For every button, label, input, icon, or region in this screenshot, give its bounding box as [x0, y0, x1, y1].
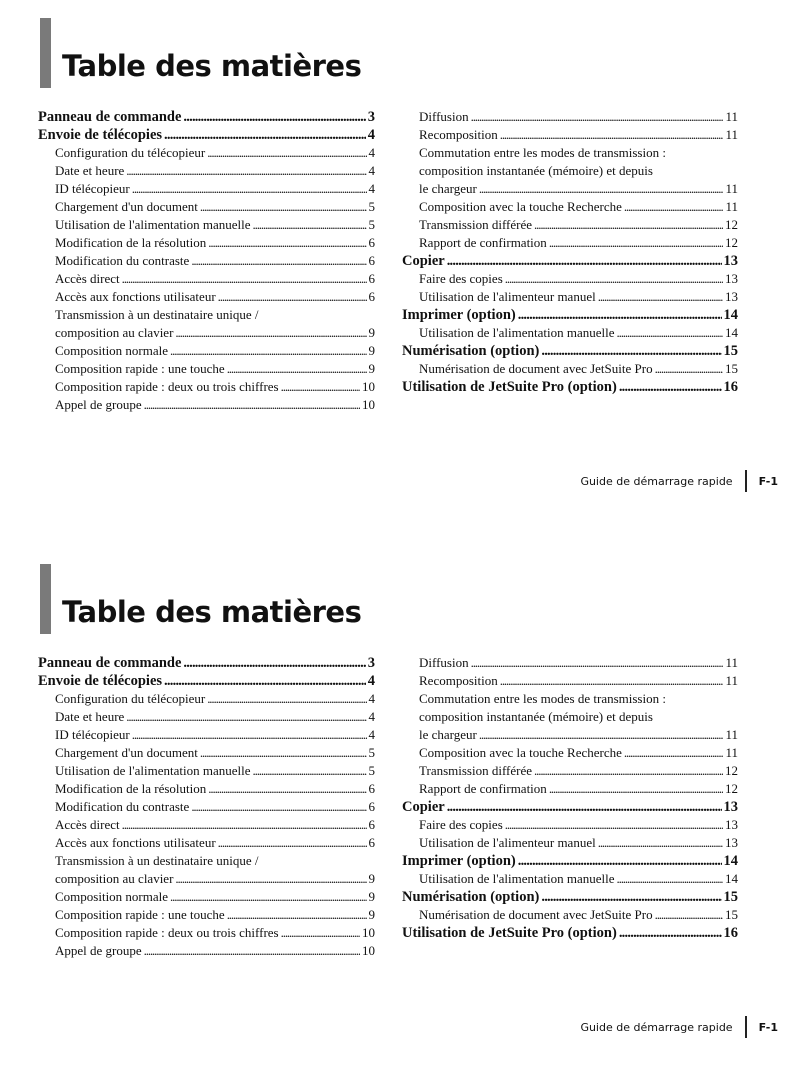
toc-page-number: 14: [725, 325, 738, 340]
toc-page-number: 11: [725, 745, 738, 760]
toc-entry-acces-fonctions[interactable]: [38, 834, 375, 852]
toc-entry-imprimer[interactable]: [402, 852, 738, 870]
toc-entry-label: Configuration du télécopieur: [55, 145, 206, 160]
toc-entry-label: Accès direct: [55, 271, 120, 286]
toc-entry-transmission-line1: Transmission à un destinataire unique /: [55, 307, 259, 322]
toc-page-number: 6: [368, 835, 375, 850]
toc-page-number: 9: [368, 361, 375, 376]
dot-leader: [471, 108, 724, 126]
title-accent-bar: [40, 18, 51, 88]
dot-leader: [227, 360, 367, 378]
toc-entry-label: Accès aux fonctions utilisateur: [55, 289, 216, 304]
toc-entry-label: Transmission différée: [419, 763, 533, 778]
toc-entry-resolution[interactable]: [38, 780, 375, 798]
toc-entry-config[interactable]: [38, 690, 375, 708]
toc-entry-alim[interactable]: [38, 216, 375, 234]
toc-entry-label: Composition rapide : une touche: [55, 361, 225, 376]
toc-entry-id[interactable]: [38, 726, 375, 744]
dot-leader: [534, 216, 723, 234]
toc-entry-compo-rapide-chiffres[interactable]: [38, 924, 375, 942]
dot-leader: [518, 852, 722, 870]
toc-entry-copier[interactable]: [402, 252, 738, 270]
toc-entry-label: Recomposition: [419, 127, 498, 142]
toc-page-number: 4: [368, 163, 375, 178]
toc-entry-label: Faire des copies: [419, 817, 503, 832]
dot-leader: [500, 672, 724, 690]
dot-leader: [207, 144, 366, 162]
toc-entry-rapport[interactable]: [402, 234, 738, 252]
toc-entry-numerisation[interactable]: [402, 888, 738, 906]
dot-leader: [447, 252, 722, 270]
toc-entry-label: Modification de la résolution: [55, 235, 207, 250]
toc-entry-transmission-line1: Transmission à un destinataire unique /: [55, 853, 259, 868]
toc-entry-compo-rapide-touche[interactable]: [38, 906, 375, 924]
dot-leader: [479, 726, 724, 744]
toc-entry-panneau[interactable]: [38, 654, 375, 672]
toc-entry-label: composition au clavier: [55, 871, 174, 886]
toc-entry-label: Faire des copies: [419, 271, 503, 286]
dot-leader: [164, 672, 366, 690]
toc-right-column: [402, 108, 738, 396]
toc-page-number: 6: [368, 271, 375, 286]
toc-entry-label: Chargement d'un document: [55, 199, 198, 214]
toc-entry-label: Accès direct: [55, 817, 120, 832]
dot-leader: [655, 906, 723, 924]
toc-entry-label: Utilisation de l'alimentation manuelle: [419, 325, 615, 340]
toc-entry-label: Composition avec la touche Recherche: [419, 199, 622, 214]
toc-entry-compo-recherche[interactable]: [402, 744, 738, 762]
toc-page-number: 4: [367, 673, 375, 689]
dot-leader: [175, 324, 366, 342]
dot-leader: [549, 234, 723, 252]
toc-entry-jetsuite[interactable]: [402, 924, 738, 942]
toc-entry-transmission[interactable]: [38, 870, 375, 888]
dot-leader: [170, 342, 366, 360]
toc-page-number: 11: [725, 127, 738, 142]
dot-leader: [170, 888, 366, 906]
toc-entry-commutation-line2: composition instantanée (mémoire) et depuis: [419, 163, 653, 178]
toc-page-number: 6: [368, 817, 375, 832]
dot-leader: [598, 288, 723, 306]
toc-entry-compo-rapide-touche[interactable]: [38, 360, 375, 378]
toc-entry-commutation-line1: Commutation entre les modes de transmission :: [419, 145, 666, 160]
dot-leader: [518, 306, 722, 324]
toc-entry-label: le chargeur: [419, 727, 477, 742]
dot-leader: [619, 378, 722, 396]
toc-page-number: 12: [725, 235, 738, 250]
toc-page-number: 4: [367, 127, 375, 143]
toc-page-number: 4: [368, 727, 375, 742]
toc-page-number: 16: [723, 925, 738, 941]
dot-leader: [655, 360, 723, 378]
toc-entry-label: Rapport de confirmation: [419, 781, 547, 796]
toc-entry-label: Composition rapide : une touche: [55, 907, 225, 922]
toc-entry-label: Composition rapide : deux ou trois chiffres: [55, 925, 279, 940]
toc-entry-label: Date et heure: [55, 163, 125, 178]
toc-entry-numerisation-doc[interactable]: [402, 360, 738, 378]
toc-entry-id[interactable]: [38, 180, 375, 198]
toc-page-number: 11: [725, 199, 738, 214]
toc-entry-appel-groupe[interactable]: [38, 396, 375, 414]
toc-entry-label: Appel de groupe: [55, 943, 142, 958]
toc-entry-label: Composition avec la touche Recherche: [419, 745, 622, 760]
toc-entry-label: Composition normale: [55, 343, 169, 358]
toc-page-number: 9: [368, 871, 375, 886]
toc-page-number: 9: [368, 343, 375, 358]
dot-leader: [479, 180, 724, 198]
toc-entry-imprimer[interactable]: [402, 306, 738, 324]
toc-page-number: 9: [368, 889, 375, 904]
footer-guide-title: Guide de démarrage rapide: [580, 1020, 733, 1034]
toc-entry-label: Composition rapide : deux ou trois chiffres: [55, 379, 279, 394]
toc-page-number: 15: [723, 343, 738, 359]
dot-leader: [598, 834, 723, 852]
toc-entry-transmission-differee[interactable]: [402, 762, 738, 780]
toc-page-number: 10: [362, 925, 375, 940]
toc-entry-label: ID télécopieur: [55, 181, 130, 196]
dot-leader: [253, 762, 367, 780]
toc-entry-date[interactable]: [38, 708, 375, 726]
toc-entry-label: Numérisation de document avec JetSuite Pro: [419, 361, 653, 376]
toc-entry-label: Diffusion: [419, 655, 469, 670]
dot-leader: [253, 216, 367, 234]
dot-leader: [122, 270, 367, 288]
title-accent-bar: [40, 564, 51, 634]
dot-leader: [200, 198, 367, 216]
dot-leader: [624, 744, 724, 762]
toc-page-number: 4: [368, 181, 375, 196]
dot-leader: [208, 780, 366, 798]
toc-entry-panneau[interactable]: [38, 108, 375, 126]
toc-entry-rapport[interactable]: [402, 780, 738, 798]
dot-leader: [281, 924, 360, 942]
toc-entry-label: Envoie de télécopies: [38, 127, 163, 143]
toc-entry-compo-normale[interactable]: [38, 888, 375, 906]
dot-leader: [126, 708, 366, 726]
toc-page-number: 13: [723, 799, 738, 815]
toc-entry-label: Numérisation de document avec JetSuite Pro: [419, 907, 653, 922]
toc-entry-diffusion[interactable]: [402, 108, 738, 126]
dot-leader: [183, 654, 365, 672]
toc-page-number: 13: [723, 253, 738, 269]
toc-page-number: 10: [362, 943, 375, 958]
toc-entry-alimenteur[interactable]: [402, 288, 738, 306]
toc-entry-label: Utilisation de l'alimentation manuelle: [419, 871, 615, 886]
dot-leader: [126, 162, 366, 180]
toc-entry-alimenteur[interactable]: [402, 834, 738, 852]
toc-entry-label: Configuration du télécopieur: [55, 691, 206, 706]
toc-entry-label: Composition normale: [55, 889, 169, 904]
toc-page: [0, 546, 808, 1074]
toc-entry-diffusion[interactable]: [402, 654, 738, 672]
toc-entry-label: Imprimer (option): [402, 853, 516, 869]
toc-page-number: 13: [725, 289, 738, 304]
toc-entry-label: Modification de la résolution: [55, 781, 207, 796]
toc-entry-label: Chargement d'un document: [55, 745, 198, 760]
toc-entry-jetsuite[interactable]: [402, 378, 738, 396]
toc-entry-label: Utilisation de JetSuite Pro (option): [402, 925, 617, 941]
dot-leader: [500, 126, 724, 144]
page-footer: [580, 1017, 778, 1037]
toc-entry-alim-manuelle[interactable]: [402, 324, 738, 342]
toc-entry-label: Panneau de commande: [38, 655, 182, 671]
toc-entry-label: Numérisation (option): [402, 889, 540, 905]
toc-entry-label: le chargeur: [419, 181, 477, 196]
toc-entry-compo-recherche[interactable]: [402, 198, 738, 216]
dot-leader: [191, 798, 366, 816]
toc-page-number: 14: [723, 853, 738, 869]
toc-entry-commutation[interactable]: [402, 180, 738, 198]
toc-entry-label: Accès aux fonctions utilisateur: [55, 835, 216, 850]
dot-leader: [505, 816, 723, 834]
toc-left-column: [38, 654, 375, 960]
toc-page-number: 4: [368, 145, 375, 160]
footer-separator: [745, 470, 747, 492]
dot-leader: [541, 888, 721, 906]
toc-entry-compo-normale[interactable]: [38, 342, 375, 360]
toc-entry-alim[interactable]: [38, 762, 375, 780]
toc-entry-envoi[interactable]: [38, 126, 375, 144]
toc-entry-transmission-differee[interactable]: [402, 216, 738, 234]
toc-entry-label: Rapport de confirmation: [419, 235, 547, 250]
dot-leader: [624, 198, 724, 216]
toc-page-number: 15: [723, 889, 738, 905]
toc-entry-label: Diffusion: [419, 109, 469, 124]
dot-leader: [144, 396, 360, 414]
toc-page-number: 14: [725, 871, 738, 886]
dot-leader: [471, 654, 724, 672]
toc-page-number: 13: [725, 817, 738, 832]
toc-entry-label: Copier: [402, 253, 445, 269]
toc-entry-envoi[interactable]: [38, 672, 375, 690]
toc-entry-label: Recomposition: [419, 673, 498, 688]
toc-page-number: 10: [362, 397, 375, 412]
toc-entry-label: Imprimer (option): [402, 307, 516, 323]
toc-entry-copier[interactable]: [402, 798, 738, 816]
footer-page-number: F-1: [758, 1020, 778, 1034]
toc-page-number: 5: [368, 217, 375, 232]
toc-entry-acces-direct[interactable]: [38, 270, 375, 288]
toc-entry-acces-fonctions[interactable]: [38, 288, 375, 306]
toc-entry-chargement[interactable]: [38, 744, 375, 762]
dot-leader: [183, 108, 365, 126]
toc-page-number: 4: [368, 709, 375, 724]
toc-entry-faire-copies[interactable]: [402, 270, 738, 288]
dot-leader: [132, 180, 367, 198]
toc-right-column: [402, 654, 738, 942]
toc-page-number: 4: [368, 691, 375, 706]
dot-leader: [132, 726, 367, 744]
toc-entry-label: Utilisation de l'alimenteur manuel: [419, 289, 596, 304]
toc-page-number: 9: [368, 325, 375, 340]
toc-page-number: 15: [725, 361, 738, 376]
dot-leader: [541, 342, 721, 360]
toc-page-number: 6: [368, 253, 375, 268]
toc-page: [0, 0, 808, 528]
toc-page-number: 6: [368, 799, 375, 814]
toc-page-number: 11: [725, 655, 738, 670]
toc-entry-label: Utilisation de l'alimentation manuelle: [55, 217, 251, 232]
dot-leader: [549, 780, 723, 798]
dot-leader: [144, 942, 360, 960]
page-footer: [580, 471, 778, 491]
toc-entry-alim-manuelle[interactable]: [402, 870, 738, 888]
toc-page-number: 11: [725, 673, 738, 688]
toc-entry-commutation[interactable]: [402, 726, 738, 744]
toc-page-number: 11: [725, 109, 738, 124]
page-title: Table des matières: [62, 49, 362, 83]
toc-page-number: 12: [725, 781, 738, 796]
dot-leader: [281, 378, 360, 396]
dot-leader: [208, 234, 366, 252]
toc-page-number: 12: [725, 217, 738, 232]
toc-entry-label: Copier: [402, 799, 445, 815]
dot-leader: [619, 924, 722, 942]
toc-entry-transmission[interactable]: [38, 324, 375, 342]
toc-page-number: 11: [725, 727, 738, 742]
toc-entry-label: Utilisation de l'alimenteur manuel: [419, 835, 596, 850]
toc-page-number: 3: [367, 109, 375, 125]
toc-page-number: 12: [725, 763, 738, 778]
toc-entry-date[interactable]: [38, 162, 375, 180]
toc-entry-label: Date et heure: [55, 709, 125, 724]
toc-page-number: 6: [368, 781, 375, 796]
dot-leader: [122, 816, 367, 834]
toc-page-number: 3: [367, 655, 375, 671]
toc-entry-contraste[interactable]: [38, 798, 375, 816]
toc-page-number: 11: [725, 181, 738, 196]
dot-leader: [207, 690, 366, 708]
toc-entry-commutation-line1: Commutation entre les modes de transmission :: [419, 691, 666, 706]
dot-leader: [218, 288, 367, 306]
page-title: Table des matières: [62, 595, 362, 629]
toc-entry-acces-direct[interactable]: [38, 816, 375, 834]
dot-leader: [505, 270, 723, 288]
toc-entry-recomposition[interactable]: [402, 126, 738, 144]
footer-guide-title: Guide de démarrage rapide: [580, 474, 733, 488]
toc-entry-compo-rapide-chiffres[interactable]: [38, 378, 375, 396]
toc-entry-label: Panneau de commande: [38, 109, 182, 125]
toc-entry-label: Utilisation de l'alimentation manuelle: [55, 763, 251, 778]
dot-leader: [447, 798, 722, 816]
toc-entry-resolution[interactable]: [38, 234, 375, 252]
toc-entry-label: Envoie de télécopies: [38, 673, 163, 689]
dot-leader: [191, 252, 366, 270]
footer-separator: [745, 1016, 747, 1038]
toc-entry-config[interactable]: [38, 144, 375, 162]
toc-entry-appel-groupe[interactable]: [38, 942, 375, 960]
toc-page-number: 10: [362, 379, 375, 394]
toc-entry-label: Utilisation de JetSuite Pro (option): [402, 379, 617, 395]
dot-leader: [227, 906, 367, 924]
toc-page-number: 5: [368, 745, 375, 760]
toc-page-number: 6: [368, 235, 375, 250]
toc-page-number: 14: [723, 307, 738, 323]
footer-page-number: F-1: [758, 474, 778, 488]
toc-page-number: 13: [725, 835, 738, 850]
toc-entry-label: Modification du contraste: [55, 253, 190, 268]
dot-leader: [218, 834, 367, 852]
toc-entry-contraste[interactable]: [38, 252, 375, 270]
toc-page-number: 5: [368, 763, 375, 778]
toc-entry-label: composition au clavier: [55, 325, 174, 340]
toc-entry-label: Modification du contraste: [55, 799, 190, 814]
toc-page-number: 5: [368, 199, 375, 214]
toc-entry-faire-copies[interactable]: [402, 816, 738, 834]
dot-leader: [164, 126, 366, 144]
toc-entry-commutation-line2: composition instantanée (mémoire) et depuis: [419, 709, 653, 724]
dot-leader: [617, 870, 724, 888]
dot-leader: [534, 762, 723, 780]
toc-entry-chargement[interactable]: [38, 198, 375, 216]
toc-page-number: 9: [368, 907, 375, 922]
toc-page-number: 6: [368, 289, 375, 304]
dot-leader: [617, 324, 724, 342]
dot-leader: [200, 744, 367, 762]
toc-entry-label: Appel de groupe: [55, 397, 142, 412]
toc-page-number: 16: [723, 379, 738, 395]
toc-page-number: 15: [725, 907, 738, 922]
toc-entry-label: Transmission différée: [419, 217, 533, 232]
toc-entry-label: ID télécopieur: [55, 727, 130, 742]
toc-entry-recomposition[interactable]: [402, 672, 738, 690]
toc-entry-numerisation-doc[interactable]: [402, 906, 738, 924]
toc-page-number: 13: [725, 271, 738, 286]
dot-leader: [175, 870, 366, 888]
toc-left-column: [38, 108, 375, 414]
toc-entry-numerisation[interactable]: [402, 342, 738, 360]
toc-entry-label: Numérisation (option): [402, 343, 540, 359]
